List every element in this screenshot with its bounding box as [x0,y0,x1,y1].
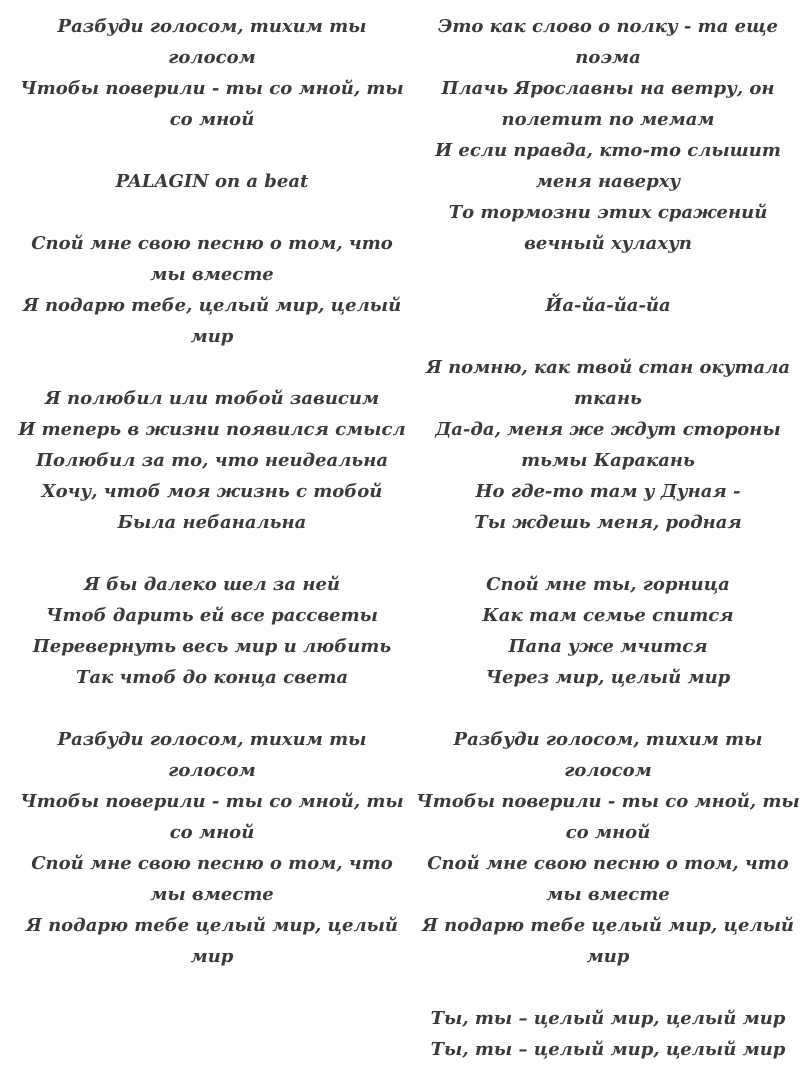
lyric-line: Разбуди голосом, тихим ты голосом [57,16,367,68]
lyric-line: Спой мне свою песню о том, что мы вместе [427,853,789,905]
lyric-line: Разбуди голосом, тихим ты голосом [57,729,367,781]
lyric-line: Я бы далеко шел за ней [84,574,340,595]
lyric-line: То тормозни этих сражений вечный хулахуп [448,202,768,254]
stanza-break [16,197,408,228]
lyrics-right-column [408,11,800,1065]
lyric-line: Чтобы поверили - ты со мной, ты со мной [20,791,404,843]
lyric-line: Спой мне ты, горница [486,574,730,595]
lyric-line: Как там семье спится [482,605,734,626]
stanza-break [408,538,800,569]
lyric-line: Но где-то там у Дуная - [475,481,741,502]
stanza-break [16,135,408,166]
lyric-line: Ты ждешь меня, родная [474,512,742,533]
lyric-line: Я полюбил или тобой зависим [44,388,380,409]
lyric-line: Перевернуть весь мир и любить [32,636,392,657]
lyric-line: Чтобы поверили - ты со мной, ты со мной [20,78,404,130]
stanza-break [16,538,408,569]
lyric-line: Разбуди голосом, тихим ты голосом [453,729,763,781]
stanza-break [408,972,800,1003]
lyric-line: Я подарю тебе целый мир, целый мир [25,915,399,967]
lyric-line: Я помню, как твой стан окутала ткань [425,357,791,409]
stanza-break [16,693,408,724]
lyric-line: Спой мне свою песню о том, что мы вместе [31,853,393,905]
lyric-line: Ты, ты – целый мир, целый мир [430,1039,786,1060]
lyric-line: Йа-йа-йа-йа [545,295,671,316]
lyric-line: И теперь в жизни появился смысл [18,419,406,440]
lyric-line: И если правда, кто-то слышит меня наверху [435,140,781,192]
lyric-line: Чтоб дарить ей все рассветы [46,605,378,626]
lyric-line: Так чтоб до конца света [75,667,349,688]
lyric-line: Была небанальна [117,512,307,533]
lyric-line: Хочу, чтоб моя жизнь с тобой [41,481,383,502]
lyric-line: Да-да, меня же ждут стороны тьмы Каракань [435,419,781,471]
lyric-line: Полюбил за то, что неидеальна [35,450,389,471]
lyric-line: Плачь Ярославны на ветру, он полетит по мемам [441,78,775,130]
stanza-break [408,259,800,290]
lyric-line: Ты, ты – целый мир, целый мир [430,1008,786,1029]
lyric-line: Папа уже мчится [508,636,708,657]
lyric-line: Через мир, целый мир [485,667,731,688]
stanza-break [408,321,800,352]
lyric-line: Я подарю тебе целый мир, целый мир [421,915,795,967]
lyric-line: Спой мне свою песню о том, что мы вместе [31,233,393,285]
lyric-line: Это как слово о полку - та еще поэма [438,16,778,68]
stanza-break [16,352,408,383]
lyric-line: Чтобы поверили - ты со мной, ты со мной [416,791,800,843]
lyrics-left-column [16,11,408,972]
stanza-break [408,693,800,724]
lyric-line: PALAGIN on a beat [115,171,309,192]
lyric-line: Я подарю тебе, целый мир, целый мир [22,295,402,347]
